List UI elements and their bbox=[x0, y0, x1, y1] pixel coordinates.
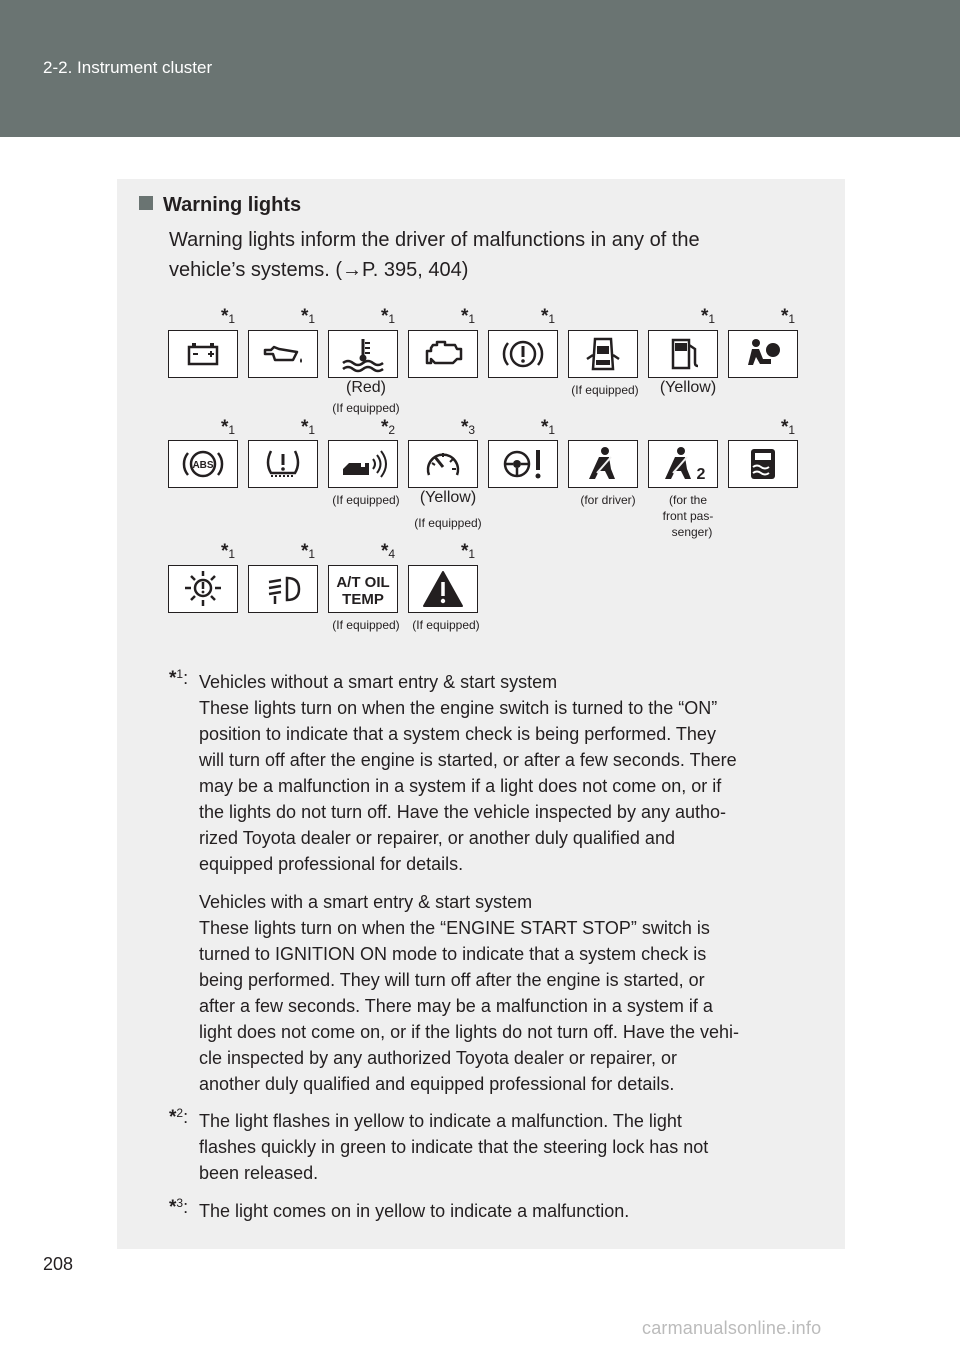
note-2-line: The light flashes in yellow to indicate a malfunction. The light bbox=[199, 1111, 682, 1131]
lamp-failure-icon bbox=[168, 565, 238, 613]
note-1-line: These lights turn on when the engine switch is turned to the “ON” bbox=[199, 698, 718, 718]
caption-for-front-passenger-1: (for the bbox=[668, 493, 707, 507]
abs-icon bbox=[168, 440, 238, 488]
at-oil-temp-icon bbox=[328, 565, 398, 613]
chapter-title: 2-2. Instrument cluster bbox=[43, 58, 213, 77]
note-1b-line: after a few seconds. There may be a malfunction in a system if a bbox=[199, 996, 713, 1016]
footnote-star: $*_3$ bbox=[461, 417, 476, 438]
caption-red: (Red) bbox=[345, 379, 386, 396]
note-1b-line: another duly qualified and equipped professional for details. bbox=[199, 1074, 675, 1094]
caption-yellow: (Yellow) bbox=[659, 379, 717, 396]
caption-yellow: (Yellow) bbox=[419, 489, 477, 506]
note-3-line: The light comes on in yellow to indicate a malfunction. bbox=[199, 1201, 630, 1221]
caption-if-equipped: (If equipped) bbox=[571, 383, 639, 397]
note-1-line: may be a malfunction in a system if a light does not come on, or if bbox=[199, 776, 722, 796]
note-1-line: position to indicate that a system check is being performed. They bbox=[199, 724, 716, 744]
svg-text:2: 2 bbox=[696, 466, 706, 483]
note-3-marker: *$^3$: bbox=[169, 1196, 189, 1218]
intro-line-2: vehicle’s systems. (→P. 395, 404) bbox=[169, 259, 469, 281]
low-fuel-icon bbox=[648, 330, 718, 378]
svg-text:ABS: ABS bbox=[192, 460, 214, 471]
page-number: 208 bbox=[43, 1254, 74, 1274]
note-2-line: flashes quickly in green to indicate that the steering lock has not bbox=[199, 1137, 709, 1157]
note-1b-title: Vehicles with a smart entry & start system bbox=[199, 892, 533, 912]
footnote-star: $*_1$ bbox=[301, 306, 316, 327]
srs-airbag-icon bbox=[728, 330, 798, 378]
note-2-line: been released. bbox=[199, 1163, 319, 1183]
driver-seatbelt-reminder-icon bbox=[568, 440, 638, 488]
caption-for-driver: (for driver) bbox=[580, 493, 636, 507]
caption-if-equipped: (If equipped) bbox=[412, 618, 480, 632]
caption-if-equipped: (If equipped) bbox=[332, 618, 400, 632]
note-1b-line: light does not come on, or if the lights do not turn off. Have the vehi- bbox=[199, 1022, 739, 1042]
smart-key-steering-lock-icon bbox=[328, 440, 398, 488]
watermark: carmanualsonline.info bbox=[642, 1318, 822, 1338]
footnote-star: $*_1$ bbox=[221, 417, 236, 438]
cruise-control-icon bbox=[408, 440, 478, 488]
note-1-title: Vehicles without a smart entry & start system bbox=[199, 672, 558, 692]
note-1b-line: being performed. They will turn off after the engine is started, or bbox=[199, 970, 705, 990]
caption-for-front-passenger-2: front pas- bbox=[662, 509, 714, 523]
footnote-star: $*_1$ bbox=[221, 541, 236, 562]
note-1b-line: cle inspected by any authorized Toyota dealer or repairer, or bbox=[199, 1048, 677, 1068]
note-1b-line: These lights turn on when the “ENGINE START STOP” switch is bbox=[199, 918, 710, 938]
footnote-star: $*_1$ bbox=[541, 417, 556, 438]
coolant-temperature-icon bbox=[328, 330, 398, 378]
note-1-line: rized Toyota dealer or repairer, or another duly qualified and bbox=[199, 828, 675, 848]
caption-for-front-passenger-3: senger) bbox=[671, 525, 713, 539]
passenger-seatbelt-reminder-icon bbox=[648, 440, 718, 488]
note-2-marker: *$^2$: bbox=[169, 1106, 189, 1128]
brake-system-warning-icon bbox=[488, 330, 558, 378]
headlight-leveling-icon bbox=[248, 565, 318, 613]
footnote-star: $*_1$ bbox=[541, 306, 556, 327]
footnote-star: $*_1$ bbox=[461, 541, 476, 562]
footnote-star: $*_1$ bbox=[301, 417, 316, 438]
battery-icon bbox=[168, 330, 238, 378]
page-header bbox=[0, 0, 960, 137]
footnote-star: $*_1$ bbox=[781, 417, 796, 438]
footnote-star: $*_1$ bbox=[781, 306, 796, 327]
caption-if-equipped: (If equipped) bbox=[332, 401, 400, 415]
footnote-star: $*_1$ bbox=[381, 306, 396, 327]
footnote-star: $*_2$ bbox=[381, 417, 396, 438]
svg-text:A/T OIL: A/T OIL bbox=[336, 574, 390, 591]
footnote-star: $*_1$ bbox=[461, 306, 476, 327]
door-open-icon bbox=[568, 330, 638, 378]
note-1-marker: *$^1$: bbox=[169, 667, 189, 689]
master-warning-icon bbox=[408, 565, 478, 613]
intro-line-1: Warning lights inform the driver of malfunctions in any of the bbox=[169, 229, 700, 251]
note-1-line: the lights do not turn off. Have the vehicle inspected by any autho- bbox=[199, 802, 727, 822]
note-1-line: will turn off after the engine is started, or after a few seconds. There bbox=[199, 750, 737, 770]
power-steering-warning-icon bbox=[488, 440, 558, 488]
footnote-star: $*_4$ bbox=[381, 541, 396, 562]
footnote-star: $*_1$ bbox=[301, 541, 316, 562]
caption-if-equipped: (If equipped) bbox=[332, 493, 400, 507]
caption-if-equipped: (If equipped) bbox=[414, 516, 482, 530]
oil-pressure-icon bbox=[248, 330, 318, 378]
bullet-square-icon bbox=[139, 196, 153, 210]
footnote-star: $*_1$ bbox=[221, 306, 236, 327]
slip-indicator-icon bbox=[728, 440, 798, 488]
tire-pressure-warning-icon bbox=[248, 440, 318, 488]
footnote-star: $*_1$ bbox=[701, 306, 716, 327]
check-engine-icon bbox=[408, 330, 478, 378]
note-1-line: equipped professional for details. bbox=[199, 854, 464, 874]
note-1b-line: turned to IGNITION ON mode to indicate that a system check is bbox=[199, 944, 707, 964]
section-title: Warning lights bbox=[139, 194, 301, 217]
svg-text:TEMP: TEMP bbox=[342, 591, 384, 608]
